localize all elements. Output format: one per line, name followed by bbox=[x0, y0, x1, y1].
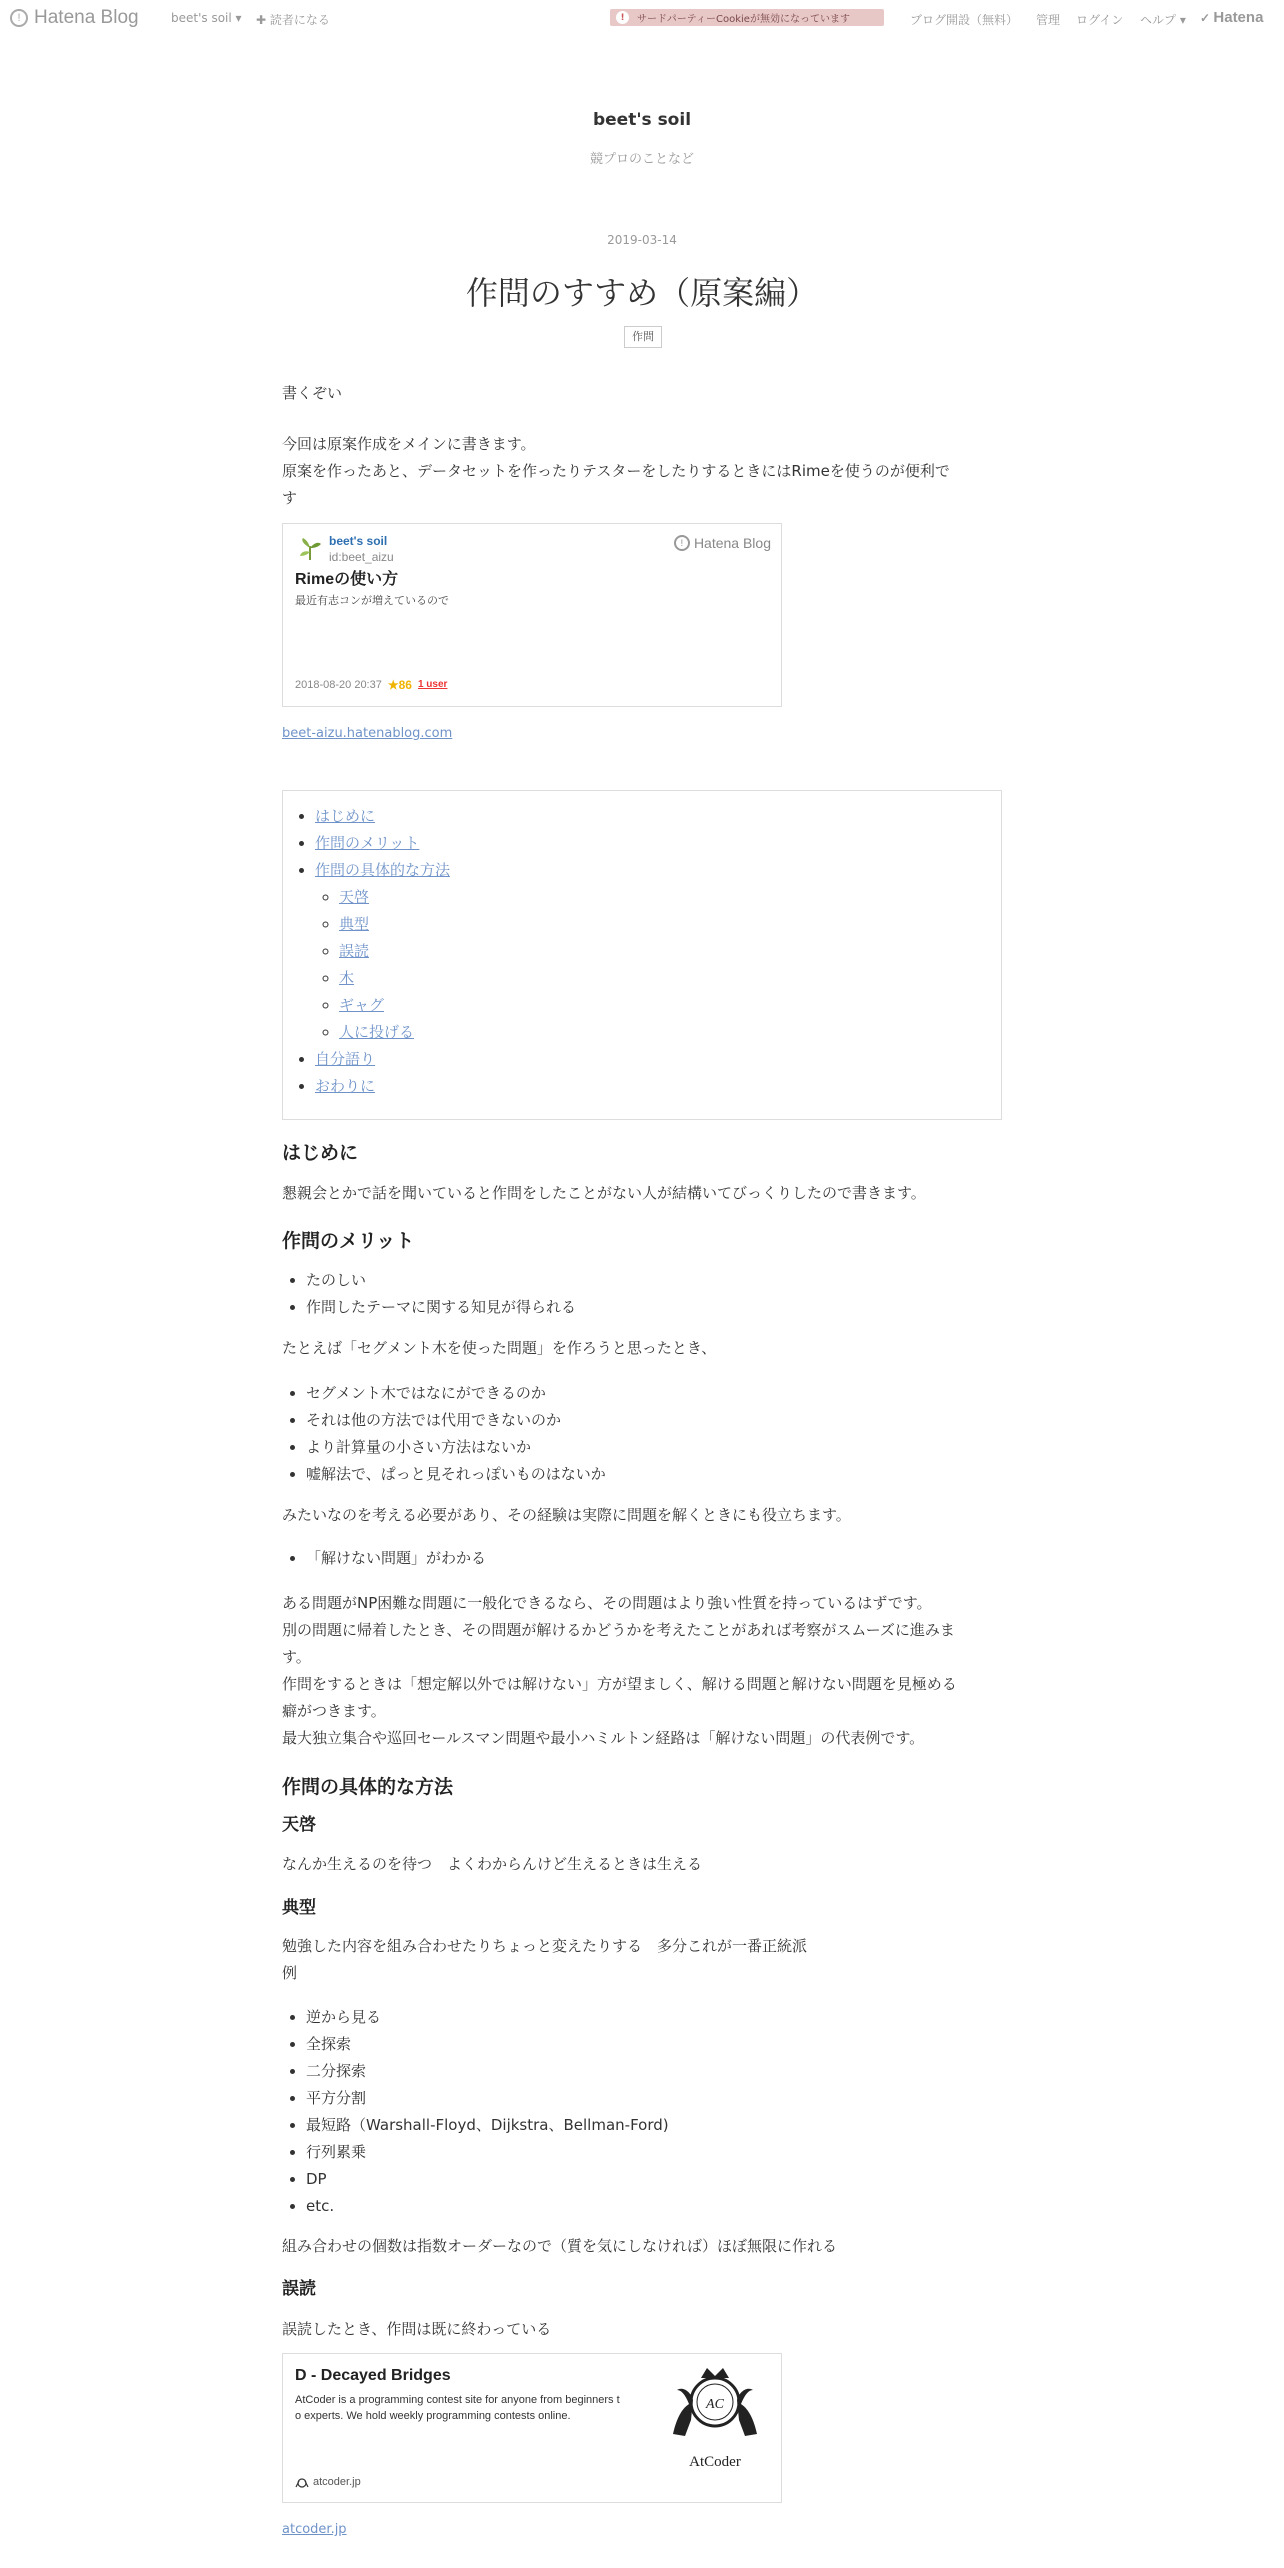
misread-text: 誤読したとき、作問は既に終わっている bbox=[282, 2320, 552, 2338]
heading-misread: 誤読 bbox=[282, 2279, 316, 2299]
card-link-url[interactable]: beet-aizu.hatenablog.com bbox=[282, 726, 453, 741]
atcoder-embed-card[interactable] bbox=[282, 2353, 782, 2503]
atcoder-favicon-icon bbox=[295, 2476, 309, 2488]
merit-example: たとえば「セグメント木を使った問題」を作ろうと思ったとき、 bbox=[282, 1339, 717, 1357]
heading-typical: 典型 bbox=[282, 1898, 316, 1918]
atcoder-logo bbox=[663, 2364, 767, 2470]
list-item: • 行列累乗 bbox=[306, 2139, 669, 2166]
typical-list bbox=[282, 2004, 669, 2220]
toc-link-gag[interactable]: ギャグ bbox=[339, 996, 385, 1014]
card2-link-url[interactable]: atcoder.jp bbox=[282, 2522, 347, 2537]
toc-link-self[interactable]: 自分語り bbox=[315, 1050, 376, 1068]
toc-sublist bbox=[315, 884, 1001, 1046]
card-description bbox=[295, 2392, 655, 2424]
list-item: • 逆から見る bbox=[306, 2004, 669, 2031]
tenkei-text: なんか生えるのを待つ よくわからんけど生えるときは生える bbox=[282, 1855, 703, 1873]
merit-sublist bbox=[282, 1380, 606, 1488]
merit-paragraph bbox=[282, 1590, 957, 1752]
list-item: • 最短路（Warshall-Floyd、Dijkstra、Bellman-Ford) bbox=[306, 2112, 669, 2139]
card-description-line: o experts. We hold weekly programming contests online. bbox=[295, 2410, 571, 2422]
toc-item bbox=[315, 1073, 1001, 1100]
heading-tenkei: 天啓 bbox=[282, 1815, 316, 1835]
toc-subitem bbox=[339, 965, 1001, 992]
paragraph-line: 作問をするときは「想定解以外では解けない」方が望ましく、解ける問題と解けない問題を見極める bbox=[282, 1675, 957, 1693]
toc-link-delegate[interactable]: 人に投げる bbox=[339, 1023, 415, 1041]
card-service-logo[interactable] bbox=[674, 534, 771, 552]
login-link[interactable]: ログイン bbox=[1076, 13, 1124, 27]
help-dropdown[interactable]: ヘルプ ▾ bbox=[1140, 13, 1186, 27]
paragraph-line: 勉強した内容を組み合わせたりちょっと変えたりする 多分これが一番正統派 bbox=[282, 1937, 808, 1955]
paragraph-intro: 書くぞい bbox=[282, 384, 343, 402]
toc-item bbox=[315, 1046, 1001, 1073]
entry-date[interactable]: 2019-03-14 bbox=[607, 233, 677, 247]
paragraph-rime bbox=[282, 431, 950, 512]
heading-merit: 作問のメリット bbox=[282, 1230, 415, 1252]
card-title[interactable]: Rimeの使い方 bbox=[295, 571, 399, 588]
paragraph-line: 最大独立集合や巡回セールスマン問題や最小ハミルトン経路は「解けない問題」の代表例です。 bbox=[282, 1729, 925, 1747]
paragraph-line: 癖がつきます。 bbox=[282, 1702, 386, 1720]
toc-link-tree[interactable]: 木 bbox=[339, 969, 355, 987]
card-description-line: AtCoder is a programming contest site for anyone from beginners t bbox=[295, 2394, 620, 2406]
top-bar bbox=[0, 0, 1284, 36]
blog-menu-dropdown[interactable]: beet's soil ▾ bbox=[171, 11, 242, 25]
atcoder-logo-text: AtCoder bbox=[689, 2454, 741, 2470]
cookie-notice[interactable] bbox=[610, 9, 884, 26]
table-of-contents bbox=[282, 790, 1002, 1120]
blog-avatar-icon bbox=[297, 536, 323, 562]
list-item: • セグメント木ではなにができるのか bbox=[306, 1380, 606, 1407]
toc-link-typical[interactable]: 典型 bbox=[339, 915, 370, 933]
toc-subitem bbox=[339, 1019, 1001, 1046]
list-item: • etc. bbox=[306, 2193, 669, 2220]
list-item: • たのしい bbox=[306, 1267, 576, 1294]
list-item: • 全探索 bbox=[306, 2031, 669, 2058]
toc-list bbox=[283, 803, 1001, 1100]
hatena-mark-icon: ✓ bbox=[1200, 11, 1214, 25]
paragraph-line: 今回は原案作成をメインに書きます。 bbox=[282, 435, 536, 453]
typical-after: 組み合わせの個数は指数オーダーなので（質を気にしなければ）ほぼ無限に作れる bbox=[282, 2237, 838, 2255]
card-blog-name[interactable]: beet's soil bbox=[329, 534, 388, 548]
list-item: • 嘘解法で、ぱっと見それっぽいものはないか bbox=[306, 1461, 606, 1488]
intro-text: 懇親会とかで話を聞いていると作問をしたことがない人が結構いてびっくりしたので書きます。 bbox=[282, 1184, 926, 1202]
list-item: • 平方分割 bbox=[306, 2085, 669, 2112]
warning-icon: ! bbox=[616, 11, 629, 24]
admin-link[interactable]: 管理 bbox=[1036, 13, 1061, 27]
card-date: 2018-08-20 20:37 bbox=[295, 679, 382, 691]
card-site[interactable] bbox=[295, 2475, 361, 2489]
toc-link-intro[interactable]: はじめに bbox=[315, 807, 376, 825]
merit-after: みたいなのを考える必要があり、その経験は実際に問題を解くときにも役立ちます。 bbox=[282, 1506, 851, 1524]
entry-title[interactable]: 作問のすすめ（原案編） bbox=[465, 274, 819, 312]
list-item: • 作問したテーマに関する知見が得られる bbox=[306, 1294, 576, 1321]
hatena-link[interactable] bbox=[1200, 9, 1263, 26]
card-service-text: Hatena Blog bbox=[693, 535, 771, 551]
entry-category[interactable]: 作問 bbox=[624, 326, 662, 348]
toc-link-merit[interactable]: 作問のメリット bbox=[315, 834, 420, 852]
paragraph-line: 例 bbox=[282, 1964, 298, 1982]
hatena-blog-logo[interactable] bbox=[10, 6, 139, 30]
toc-item bbox=[315, 803, 1001, 830]
toc-link-tenkei[interactable]: 天啓 bbox=[339, 888, 370, 906]
heading-intro: はじめに bbox=[282, 1142, 359, 1164]
paragraph-line: す bbox=[282, 489, 298, 507]
blog-embed-card[interactable] bbox=[282, 523, 782, 707]
paragraph-line: ある問題がNP困難な問題に一般化できるなら、その問題はより強い性質を持っているはずです。 bbox=[282, 1594, 932, 1612]
hatena-blog-logo-text: Hatena Blog bbox=[34, 7, 139, 28]
atcoder-logo-icon bbox=[663, 2364, 767, 2444]
toc-item bbox=[315, 830, 1001, 857]
toc-subitem bbox=[339, 938, 1001, 965]
merit-list bbox=[282, 1267, 576, 1321]
card-stars[interactable]: ★86 bbox=[387, 678, 412, 692]
hatena-link-text: Hatena bbox=[1213, 9, 1264, 26]
merit-list2 bbox=[282, 1545, 486, 1572]
open-blog-link[interactable]: ブログ開設（無料） bbox=[910, 13, 1019, 27]
list-item: • 「解けない問題」がわかる bbox=[306, 1545, 486, 1572]
card-site-text: atcoder.jp bbox=[313, 2476, 361, 2488]
paragraph-line: 別の問題に帰着したとき、その問題が解けるかどうかを考えたことがあれば考察がスムーズに進みま bbox=[282, 1621, 955, 1639]
heading-method: 作問の具体的な方法 bbox=[282, 1776, 454, 1798]
hatena-logo-icon: ! bbox=[674, 535, 690, 551]
card-footer bbox=[295, 678, 447, 692]
list-item: • それは他の方法では代用できないのか bbox=[306, 1407, 606, 1434]
card-title[interactable]: D - Decayed Bridges bbox=[295, 2367, 451, 2384]
list-item: • 二分探索 bbox=[306, 2058, 669, 2085]
hatena-logo-icon: ! bbox=[10, 9, 28, 27]
toc-link-end[interactable]: おわりに bbox=[315, 1077, 376, 1095]
toc-item bbox=[315, 857, 1001, 1046]
toc-link-misread[interactable]: 誤読 bbox=[339, 942, 370, 960]
become-reader-button[interactable]: ✚ 読者になる bbox=[256, 13, 330, 27]
blog-title[interactable]: beet's soil bbox=[592, 110, 692, 130]
typical-paragraph bbox=[282, 1933, 807, 1987]
list-item: • より計算量の小さい方法はないか bbox=[306, 1434, 606, 1461]
list-item: • DP bbox=[306, 2166, 669, 2193]
paragraph-line: す。 bbox=[282, 1648, 311, 1666]
card-user-id[interactable]: id:beet_aizu bbox=[329, 550, 394, 564]
paragraph-line: 原案を作ったあと、データセットを作ったりテスターをしたりするときにはRimeを使うのが便利で bbox=[282, 462, 950, 480]
card-description: 最近有志コンが増えているので bbox=[295, 595, 449, 607]
toc-subitem bbox=[339, 884, 1001, 911]
toc-link-method[interactable]: 作問の具体的な方法 bbox=[315, 861, 451, 879]
card-bookmark-users[interactable]: 1 user bbox=[417, 679, 448, 690]
blog-description: 競プロのことなど bbox=[589, 152, 694, 167]
toc-subitem bbox=[339, 911, 1001, 938]
toc-subitem bbox=[339, 992, 1001, 1019]
atcoder-logo-mark: AC bbox=[706, 2397, 724, 2412]
cookie-notice-text: サードパーティーCookieが無効になっています bbox=[637, 14, 850, 25]
